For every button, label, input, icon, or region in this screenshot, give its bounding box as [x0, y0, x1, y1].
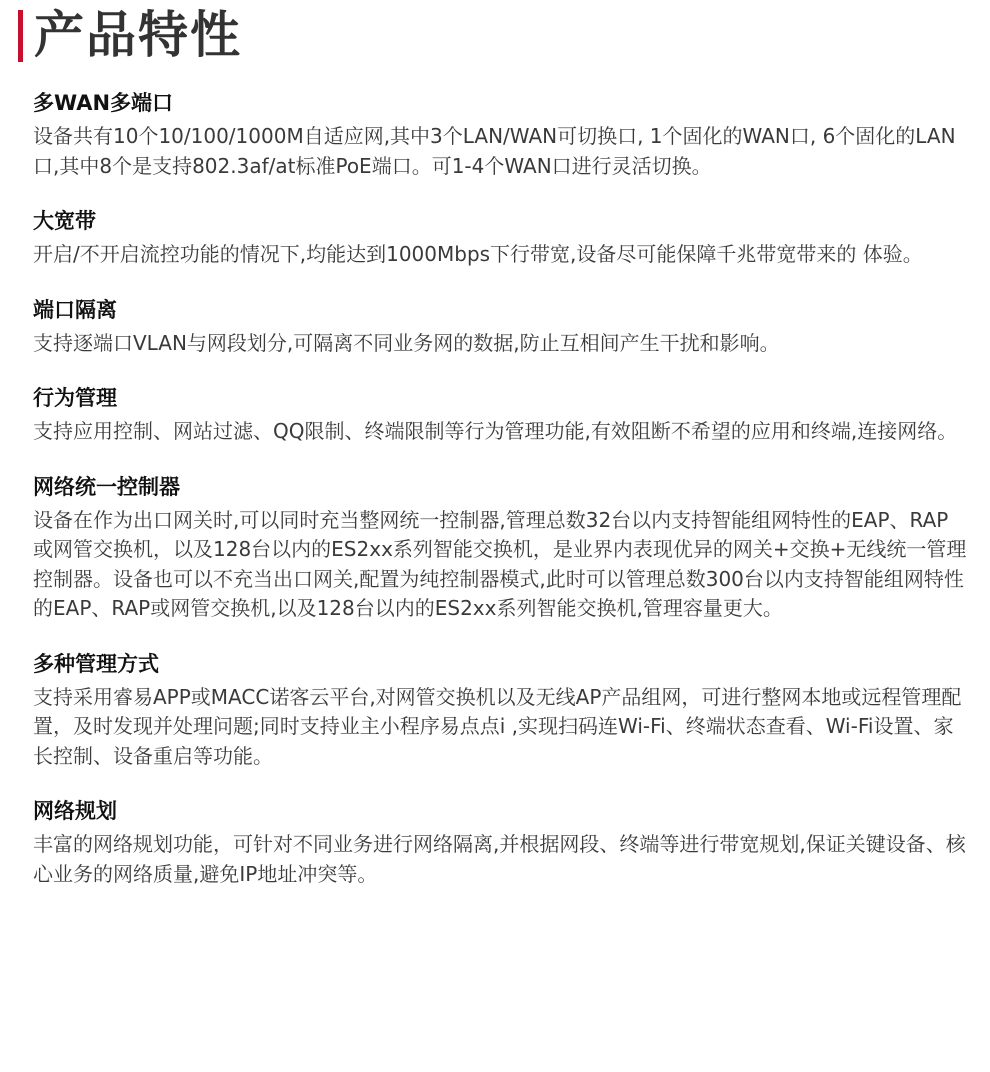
feature-description: 开启/不开启流控功能的情况下,均能达到1000Mbps下行带宽,设备尽可能保障千兆带宽带来的 体验。: [33, 242, 923, 266]
page-title: 产品特性: [34, 6, 242, 64]
feature-port-isolation: [33, 295, 968, 359]
feature-title: 网络统一控制器: [33, 474, 180, 499]
feature-description: 支持采用睿易APP或MACC诺客云平台,对网管交换机以及无线AP产品组网，可进行整网本地或远程管理配置，及时发现并处理问题;同时支持业主小程序易点点i ,实现扫码连Wi-Fi、终端状态查看、Wi-Fi设置、家长控制、设备重启等功能。: [33, 684, 962, 768]
feature-title: 大宽带: [33, 209, 96, 233]
feature-title: 多种管理方式: [33, 651, 159, 676]
feature-bandwidth: [33, 206, 968, 270]
feature-behavior-management: [33, 383, 968, 447]
feature-title: 端口隔离: [33, 297, 117, 322]
feature-multi-wan: [33, 88, 968, 181]
feature-network-planning: [33, 796, 968, 889]
feature-description: 丰富的网络规划功能，可针对不同业务进行网络隔离,并根据网段、终端等进行带宽规划,保证关键设备、核心业务的网络质量,避免IP地址冲突等。: [33, 832, 966, 886]
feature-unified-controller: [33, 472, 968, 624]
feature-title: 网络规划: [33, 799, 117, 823]
feature-description: 设备共有10个10/100/1000M自适应网,其中3个LAN/WAN可切换口, 1个固化的WAN口, 6个固化的LAN口,其中8个是支持802.3af/at标准PoE端口。可1-4个WAN口进行灵活切换。: [33, 124, 956, 178]
feature-description: 支持逐端口VLAN与网段划分,可隔离不同业务网的数据,防止互相间产生干扰和影响。: [33, 330, 780, 355]
feature-management-methods: [33, 649, 968, 772]
page-header: [0, 0, 990, 80]
feature-description: 支持应用控制、网站过滤、QQ限制、终端限制等行为管理功能,有效阻断不希望的应用和终端,连接网络。: [33, 419, 958, 443]
feature-description: 设备在作为出口网关时,可以同时充当整网统一控制器,管理总数32台以内支持智能组网特性的EAP、RAP或网管交换机，以及128台以内的ES2xx系列智能交换机，是业界内表现优异的网关+交换+无线统一管理控制器。设备也可以不充当出口网关,配置为纯控制器模式,此时可以管理总数300台以内支持智能组网特性的EAP、RAP或网管交换机,以及128台以内的ES2xx系列智能交换机,管理容量更大。: [33, 507, 967, 620]
feature-title: 行为管理: [33, 386, 117, 410]
title-accent-bar: [18, 10, 23, 62]
feature-list: [33, 88, 968, 914]
feature-title: 多WAN多端口: [33, 91, 174, 115]
